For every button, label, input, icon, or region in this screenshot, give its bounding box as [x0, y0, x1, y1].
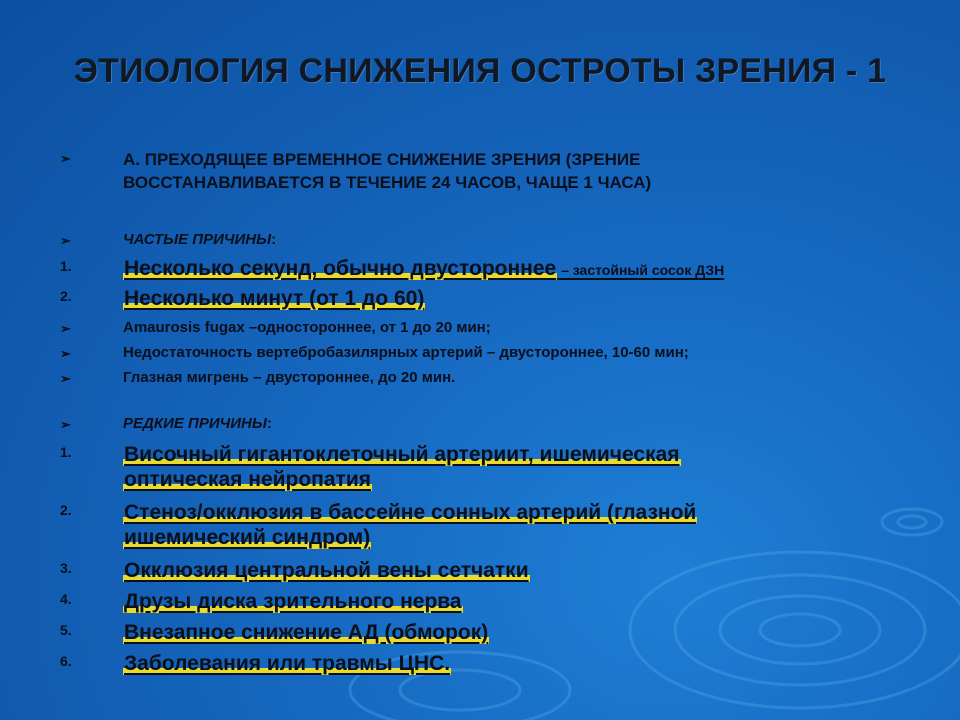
item-text-line1: Стеноз/окклюзия в бассейне сонных артерий (глазной	[124, 501, 697, 524]
item-number: 5.	[60, 622, 72, 638]
item-number: 3.	[60, 560, 72, 576]
item-text: Заболевания или травмы ЦНС.	[124, 652, 451, 675]
item-text: Глазная мигрень – двустороннее, до 20 мин.	[123, 369, 456, 386]
rare-heading: РЕДКИЕ ПРИЧИНЫ	[123, 415, 267, 432]
section-a-line1: А. ПРЕХОДЯЩЕЕ ВРЕМЕННОЕ СНИЖЕНИЕ ЗРЕНИЯ (ЗРЕНИЕ	[123, 150, 641, 169]
item-text: Окклюзия центральной вены сетчатки	[124, 559, 529, 582]
item-text-line2: оптическая нейропатия	[124, 468, 371, 491]
item-number: 6.	[60, 653, 72, 669]
item-text: Внезапное снижение АД (обморок)	[124, 621, 489, 644]
item-text-line1: Височный гигантоклеточный артериит, ишемическая	[124, 443, 680, 466]
bullet-icon: ➢	[60, 151, 71, 166]
bullet-icon: ➢	[60, 346, 71, 361]
section-a-line2: ВОССТАНАВЛИВАЕТСЯ В ТЕЧЕНИЕ 24 ЧАСОВ, ЧАЩЕ 1 ЧАСА)	[123, 173, 652, 192]
item-tail: – застойный сосок ДЗН	[557, 262, 725, 278]
bullet-icon: ➢	[60, 233, 71, 248]
item-number: 2.	[60, 288, 72, 304]
bullet-icon: ➢	[60, 417, 71, 432]
item-text-line2: ишемический синдром)	[124, 526, 371, 549]
frequent-heading: ЧАСТЫЕ ПРИЧИНЫ	[123, 231, 272, 248]
rare-heading-colon: :	[266, 415, 272, 432]
item-number: 1.	[60, 258, 72, 274]
item-number: 2.	[60, 502, 72, 518]
page-title: ЭТИОЛОГИЯ СНИЖЕНИЯ ОСТРОТЫ ЗРЕНИЯ - 1	[73, 52, 887, 90]
bullet-icon: ➢	[60, 371, 71, 386]
item-text: Несколько минут (от 1 до 60)	[124, 287, 425, 310]
bullet-icon: ➢	[60, 321, 71, 336]
item-number: 4.	[60, 591, 72, 607]
item-text: Недостаточность вертебробазилярных артерий – двустороннее, 10-60 мин;	[123, 344, 689, 361]
item-text: Несколько секунд, обычно двустороннее	[124, 257, 557, 280]
item-number: 1.	[60, 444, 72, 460]
frequent-heading-colon: :	[271, 231, 277, 248]
item-text: Друзы диска зрительного нерва	[124, 590, 462, 613]
item-text: Amaurosis fugax –одностороннее, от 1 до 20 мин;	[123, 319, 491, 336]
